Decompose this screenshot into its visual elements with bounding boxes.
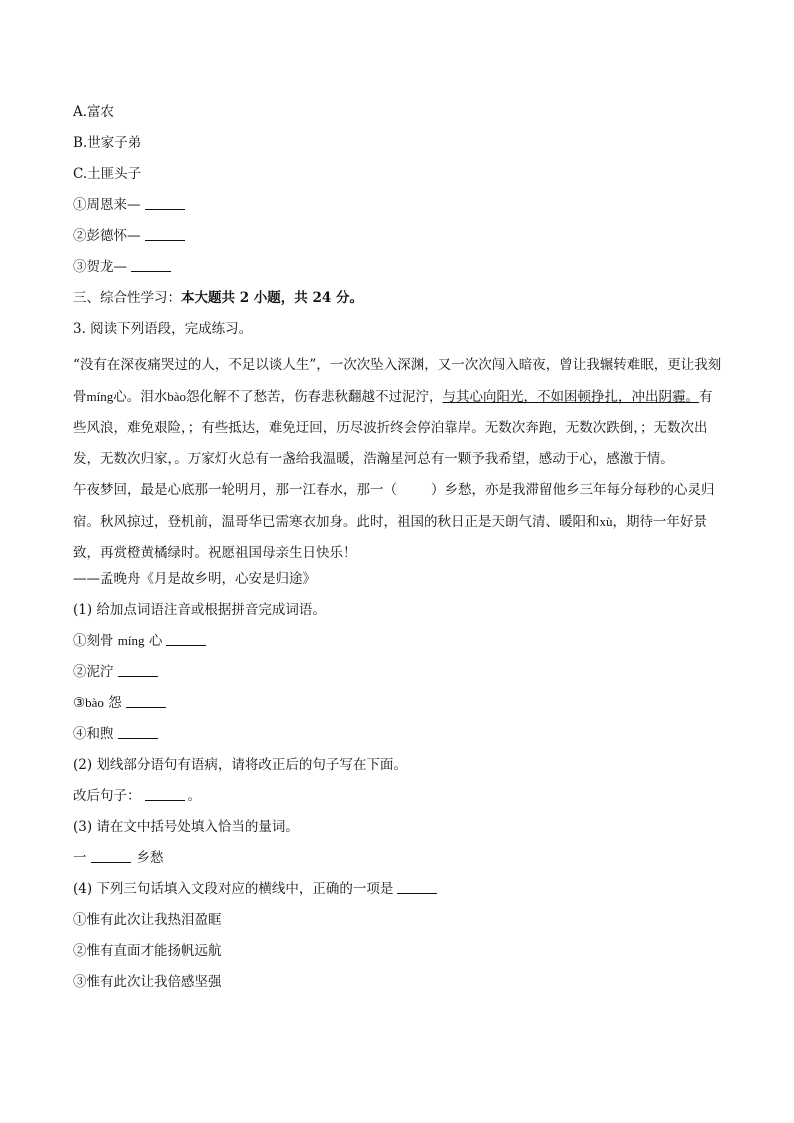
answer-end: 。 [187, 788, 201, 804]
passage-paragraph-2 [73, 475, 723, 569]
option-a: A.富农 [73, 104, 115, 120]
match-label: ③贺龙— [73, 259, 127, 275]
match-label: ①周恩来— [73, 197, 141, 213]
sub-question-1-item [73, 631, 723, 662]
passage-text: 心。泪水 [113, 389, 168, 405]
sub-question-2-answer [73, 786, 723, 817]
answer-post: 乡愁 [136, 850, 164, 866]
match-item [73, 257, 723, 288]
sub-question-3-answer [73, 848, 723, 879]
sub-question-2-title: (2) 划线部分语句有语病，请将改正后的句子写在下面。 [73, 757, 407, 773]
match-item [73, 226, 723, 257]
pinyin: bào [85, 695, 104, 710]
choice-item: ①惟有此次让我热泪盈眶 [73, 912, 222, 928]
pinyin: míng [86, 389, 114, 404]
item-text: ③ [73, 695, 86, 711]
passage-paragraph-1 [73, 350, 723, 475]
pinyin: bào [167, 389, 187, 404]
sub-question-1-item [73, 662, 723, 693]
sub-question-1-item [73, 693, 723, 724]
pinyin: míng [117, 633, 145, 648]
question-text: (4) 下列三句话填入文段对应的横线中，正确的一项是 [73, 881, 394, 897]
passage-text: “没有在深夜痛哭过的人，不足以谈人生”，一次次坠入深渊，又一次次闯入暗夜，曾让我辗转难眠，更让我刻骨 [73, 357, 722, 405]
passage-text: 有些风浪，难免艰险，；有些抵达，难免迂回，历尽波折终会停泊靠岸。无数次奔跑，无数次跌倒，；无数次出发，无数次归家，。万家灯火总有一盏给我温暖，浩瀚星河总有一颗予我希望，感动于心，感激于情。 [73, 389, 713, 467]
section-heading [73, 288, 723, 319]
section-prefix: 三、综合性学习： [73, 290, 181, 306]
answer-label: 改后句子： [73, 788, 141, 804]
answer-blank[interactable] [145, 195, 185, 210]
item-text: ①刻骨 [73, 633, 118, 649]
choice-item: ③惟有此次让我倍感坚强 [73, 974, 222, 990]
option-c: C.土匪头子 [73, 166, 142, 182]
answer-blank[interactable] [126, 693, 166, 708]
answer-blank[interactable] [118, 662, 158, 677]
underlined-sentence: 与其心向阳光，不如困顿挣扎，冲出阴霾。 [442, 389, 700, 405]
pinyin: xù [599, 514, 613, 529]
answer-blank[interactable] [131, 257, 171, 272]
answer-blank[interactable] [91, 848, 131, 863]
passage-text: ，期待一年好景致，再赏橙黄橘绿时。祝愿祖国母亲生日快乐！ [73, 514, 707, 561]
option-b: B.世家子弟 [73, 135, 142, 151]
question-intro: 3. 阅读下列语段，完成练习。 [73, 321, 253, 337]
passage-text: ）乡愁，亦是我滞留他乡三年每分每秒的心灵归宿。秋风掠过，登机前，温哥华已需寒衣加身。此时，祖国的秋日正是天朗气清、暖阳和 [73, 482, 715, 530]
section-score: 本大题共 2 小题，共 24 分。 [181, 290, 363, 306]
choice-item: ②惟有直面才能扬帆远航 [73, 943, 222, 959]
sub-question-1-title: (1) 给加点词语注音或根据拼音完成词语。 [73, 602, 326, 618]
passage-text: 午夜梦回，最是心底那一轮明月，那一江春水，那一（ [73, 482, 397, 498]
document-page [73, 102, 723, 1003]
answer-blank[interactable] [118, 724, 158, 739]
answer-blank[interactable] [166, 631, 206, 646]
answer-blank[interactable] [145, 226, 185, 241]
answer-blank[interactable] [397, 879, 437, 894]
match-label: ②彭德怀— [73, 228, 141, 244]
item-text: 怨 [103, 695, 122, 711]
sub-question-4-title [73, 879, 723, 910]
item-text: ④和煦 [73, 726, 114, 742]
answer-blank[interactable] [145, 786, 185, 801]
passage-text: 怨化解不了愁苦，伤春悲秋翻越不过泥泞， [186, 389, 443, 405]
sub-question-3-title: (3) 请在文中括号处填入恰当的量词。 [73, 819, 299, 835]
item-text: ②泥泞 [73, 664, 114, 680]
item-text: 心 [144, 633, 163, 649]
answer-pre: 一 [73, 850, 87, 866]
sub-question-1-item [73, 724, 723, 755]
passage-source: ——孟晚舟《月是故乡明，心安是归途》 [73, 571, 316, 587]
match-item [73, 195, 723, 226]
